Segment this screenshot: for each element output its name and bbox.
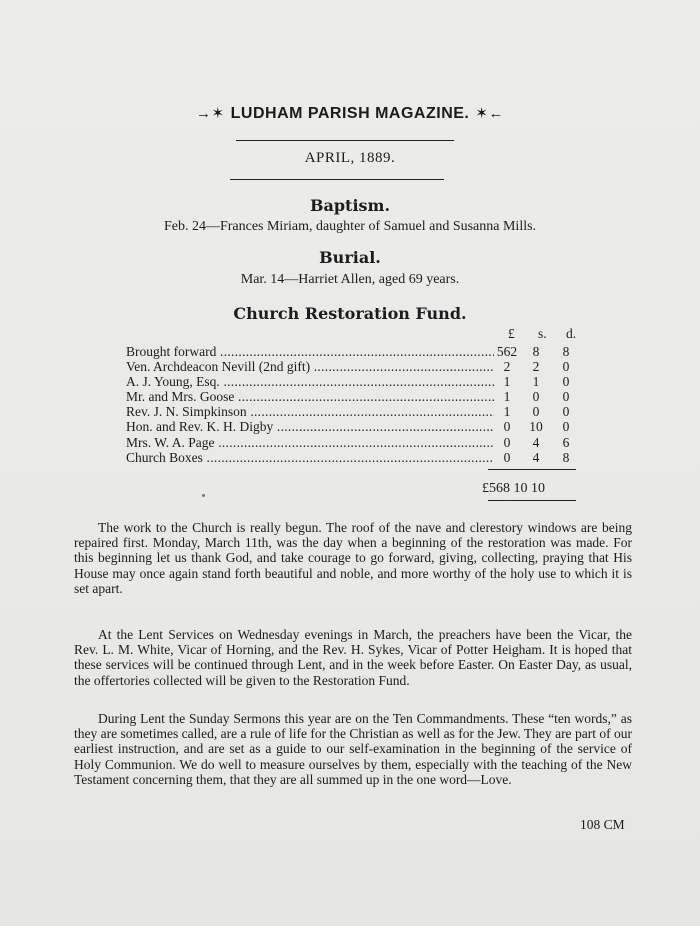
sermons-paragraph: During Lent the Sunday Sermons this year are on the Ten Commandments. These “ten words,” as they are sometimes called, are a rule of life for the Christian as well as for the Jew. They are part of our earliest instruction, and are set as a guide to our self-examination in the beginning of the service of Holy Communion. We do well to measure ourselves by them, especially with the teaching of the New Testament concerning them, that they are all summed up in the one word—Love.: [74, 711, 632, 787]
shillings-cell: 4: [532, 449, 540, 465]
pounds-cell: 1: [503, 389, 511, 405]
fund-total: £568 10 10: [482, 481, 545, 496]
pounds-header: £: [508, 326, 515, 341]
baptism-entry: Feb. 24—Frances Miriam, daughter of Samuel and Susanna Mills.: [163, 219, 537, 234]
right-ornament-icon: ✶←: [475, 105, 504, 122]
pounds-cell: 0: [503, 449, 511, 465]
pence-cell: 8: [562, 449, 570, 465]
page-number: 108 CM: [580, 817, 625, 832]
restoration-paragraph: The work to the Church is really begun. The roof of the nave and clerestory windows are being repaired first. Monday, March 11th, was the day when a beginning of the restoration was made. For this beginning let us thank God, and take courage to go forward, giving, collecting, praying that His House may once again stand forth beautiful and noble, and more worthy of the holy use to which it is set apart.: [74, 520, 632, 596]
pounds-cell: 0: [503, 434, 511, 450]
shillings-cell: 2: [532, 359, 540, 375]
burial-heading: Burial.: [319, 248, 381, 267]
table-row: [126, 419, 586, 434]
pounds-cell: 1: [503, 404, 511, 420]
pounds-cell: 1: [503, 374, 511, 390]
shillings-cell: 0: [532, 404, 540, 420]
lent-services-paragraph: At the Lent Services on Wednesday evenings in March, the preachers have been the Vicar, the Rev. L. M. White, Vicar of Horning, and the Rev. H. Sykes, Vicar of Potter Heigham. It is hoped that these services will be continued through Lent, and in the week before Easter. On Easter Day, as usual, the offertories collected will be given to the Restoration Fund.: [74, 627, 632, 688]
donor-name: Rev. J. N. Simpkinson .....: [126, 404, 494, 419]
pence-header: d.: [566, 326, 577, 341]
issue-date: APRIL, 1889.: [304, 150, 396, 166]
fund-heading: Church Restoration Fund.: [233, 304, 467, 323]
pence-cell: 0: [562, 359, 570, 375]
pounds-cell: 562: [496, 344, 518, 359]
donor-name: Mr. and Mrs. Goose .....: [126, 389, 494, 404]
shillings-header: s.: [538, 326, 547, 341]
baptism-heading: Baptism.: [309, 196, 391, 215]
donor-name: Ven. Archdeacon Nevill (2nd gift) .....: [126, 359, 494, 374]
total-rule-bottom: [488, 500, 576, 501]
shillings-cell: 10: [529, 419, 543, 435]
table-row: [126, 344, 586, 359]
donor-name: Church Boxes .....: [126, 450, 494, 465]
ink-speck: [202, 494, 205, 497]
table-row: [126, 389, 586, 404]
date-rule: [230, 179, 444, 180]
shillings-cell: 8: [532, 344, 540, 359]
pounds-cell: 2: [503, 359, 511, 375]
title-rule: [236, 140, 454, 141]
donor-name: Brought forward .....: [126, 344, 494, 359]
table-row: [126, 404, 586, 419]
shillings-cell: 1: [532, 374, 540, 390]
donor-name: Hon. and Rev. K. H. Digby .....: [126, 419, 494, 434]
burial-entry: Mar. 14—Harriet Allen, aged 69 years.: [240, 272, 460, 287]
table-row: [126, 374, 586, 389]
pence-cell: 0: [562, 404, 570, 420]
pence-cell: 0: [562, 389, 570, 405]
fund-table: [126, 344, 586, 465]
pence-cell: 0: [562, 419, 570, 435]
pence-cell: 6: [562, 434, 570, 450]
magazine-masthead: [0, 104, 700, 123]
donor-name: Mrs. W. A. Page .....: [126, 435, 494, 450]
pounds-cell: 0: [503, 419, 511, 435]
table-row: [126, 435, 586, 450]
table-row: [126, 359, 586, 374]
pence-cell: 8: [562, 344, 570, 359]
left-ornament-icon: →✶: [196, 105, 225, 122]
shillings-cell: 4: [532, 434, 540, 450]
table-row: [126, 450, 586, 465]
donor-name: A. J. Young, Esq. .....: [126, 374, 494, 389]
pence-cell: 0: [562, 374, 570, 390]
shillings-cell: 0: [532, 389, 540, 405]
magazine-title: LUDHAM PARISH MAGAZINE.: [230, 105, 470, 122]
total-rule-top: [488, 469, 576, 470]
